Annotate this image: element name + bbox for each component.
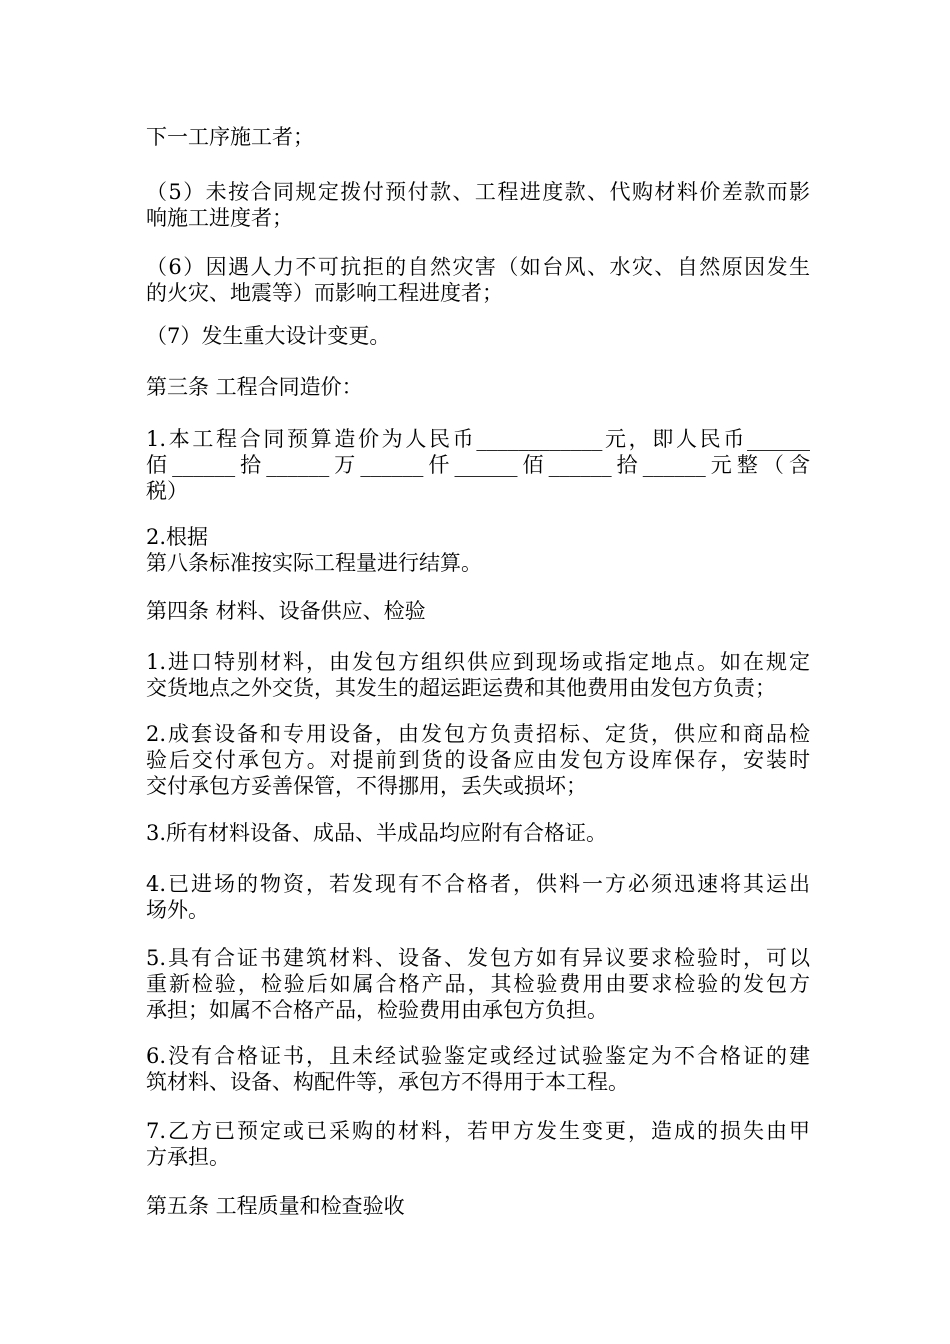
heading-line: 第三条 工程合同造价： [146, 375, 363, 399]
paragraph-item-6 [146, 1043, 810, 1095]
paragraph-2 [146, 179, 810, 231]
text-line: 响施工进度者； [146, 206, 293, 230]
text-line: 重新检验，检验后如属合格产品，其检验费用由要求检验的发包方 [146, 972, 810, 996]
text-line: 7.乙方已预定或已采购的材料，若甲方发生变更，造成的损失由甲 [146, 1119, 810, 1143]
paragraph-item-2 [146, 721, 810, 799]
text-line: 承担；如属不合格产品，检验费用由承包方负担。 [146, 998, 608, 1022]
text-line: 第八条标准按实际工程量进行结算。 [146, 551, 482, 575]
text-line: 交付承包方妥善保管，不得挪用，丢失或损坏； [146, 774, 587, 798]
section-heading-article-3 [146, 374, 810, 400]
text-line: （7）发生重大设计变更。 [146, 324, 391, 348]
paragraph-item-1 [146, 649, 810, 701]
text-line: 交货地点之外交货，其发生的超运距运费和其他费用由发包方负责； [146, 676, 776, 700]
text-line: 2.成套设备和专用设备，由发包方负责招标、定货，供应和商品检 [146, 722, 810, 746]
text-line: 税） [146, 479, 188, 503]
section-heading-article-5 [146, 1193, 810, 1219]
paragraph-item-3 [146, 820, 810, 846]
paragraph-item-7 [146, 1118, 810, 1170]
paragraph-item-4 [146, 871, 810, 923]
paragraph-3 [146, 254, 810, 306]
text-line: 的火灾、地震等）而影响工程进度者； [146, 281, 503, 305]
text-line: 3.所有材料设备、成品、半成品均应附有合格证。 [146, 821, 608, 845]
text-line: 1.进口特别材料，由发包方组织供应到现场或指定地点。如在规定 [146, 650, 810, 674]
text-line: 2.根据 [146, 525, 209, 549]
heading-line: 第五条 工程质量和检查验收 [146, 1194, 405, 1218]
text-line: 筑材料、设备、构配件等，承包方不得用于本工程。 [146, 1070, 629, 1094]
paragraph-item-5 [146, 945, 810, 1023]
paragraph-1 [146, 124, 810, 150]
heading-line: 第四条 材料、设备供应、检验 [146, 599, 426, 623]
paragraph-4 [146, 323, 810, 349]
text-line: 方承担。 [146, 1145, 230, 1169]
text-line: （5）未按合同规定拨付预付款、工程进度款、代购材料价差款而影 [146, 180, 810, 204]
section-heading-article-4 [146, 598, 810, 624]
paragraph-contract-price [146, 426, 810, 504]
text-line: （6）因遇人力不可抗拒的自然灾害（如台风、水灾、自然原因发生 [146, 255, 810, 279]
text-line: 下一工序施工者； [146, 125, 314, 149]
text-line: 1.本工程合同预算造价为人民币____________元，即人民币______ [146, 427, 810, 451]
paragraph-settlement [146, 524, 810, 576]
text-line: 6.没有合格证书，且未经试验鉴定或经过试验鉴定为不合格证的建 [146, 1044, 810, 1068]
text-line: 验后交付承包方。对提前到货的设备应由发包方设库保存，安装时 [146, 748, 810, 772]
text-line: 5.具有合证书建筑材料、设备、发包方如有异议要求检验时，可以 [146, 946, 810, 970]
text-line: 佰______拾______万______仟______佰______拾______元整（含 [146, 453, 810, 477]
text-line: 场外。 [146, 898, 209, 922]
text-line: 4.已进场的物资，若发现有不合格者，供料一方必须迅速将其运出 [146, 872, 810, 896]
